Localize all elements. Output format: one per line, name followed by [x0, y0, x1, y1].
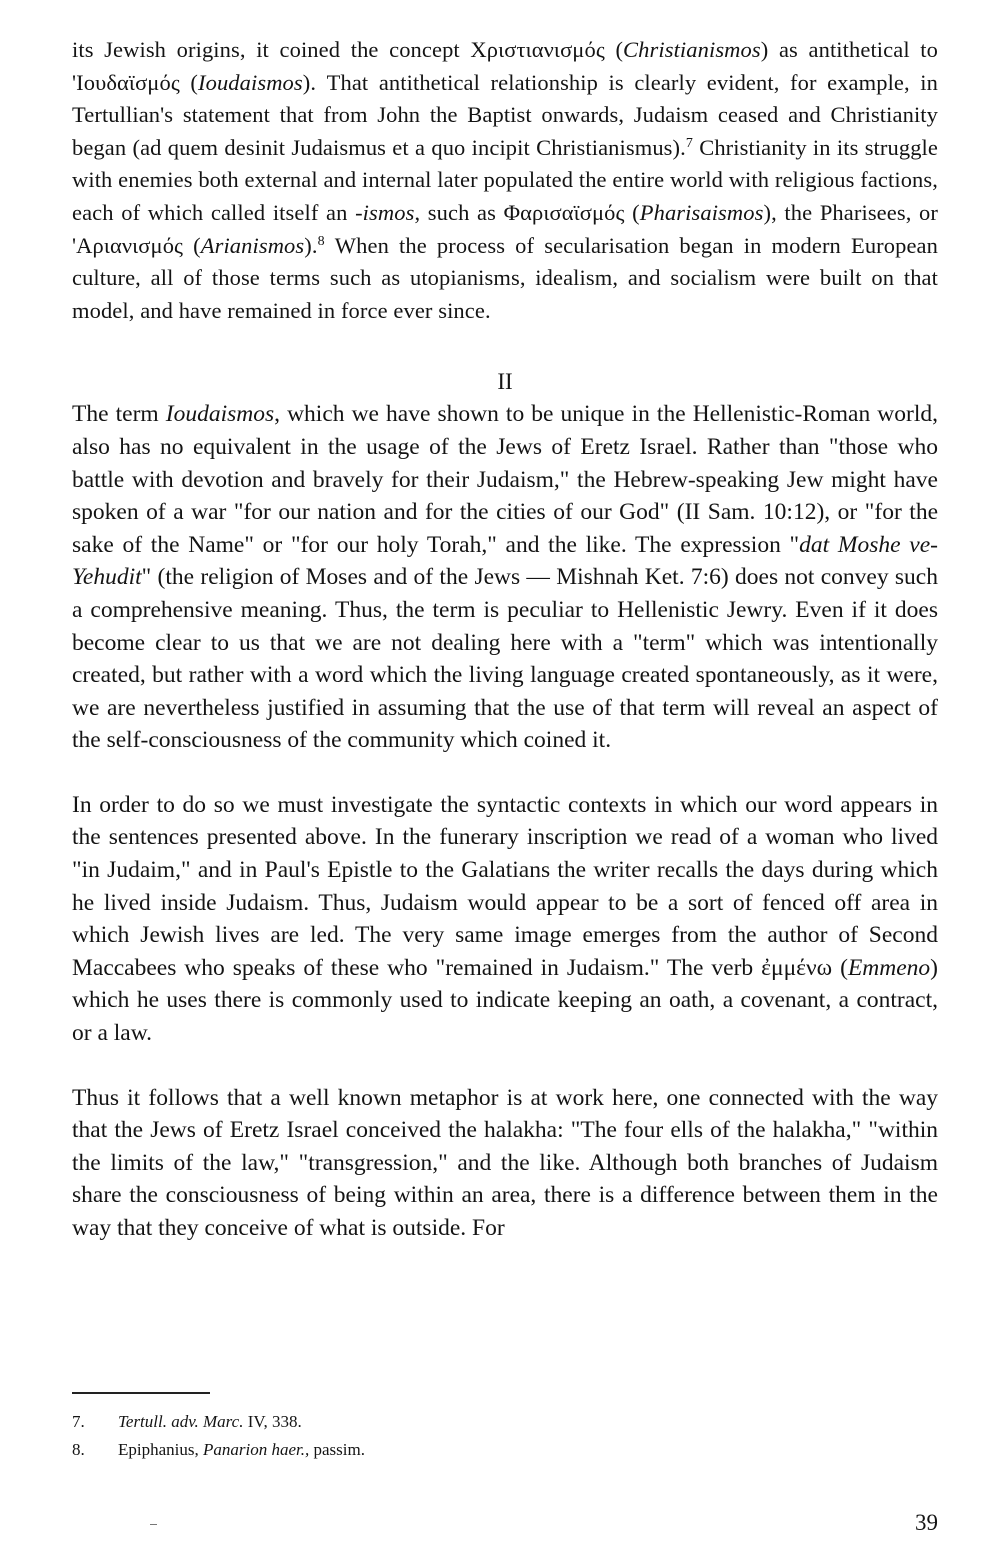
scan-mark [150, 1524, 157, 1525]
paragraph-halakha-metaphor: Thus it follows that a well known metaphor is at work here, one connected with the way that the Jews of Eretz Israel conceived the halakha: "The four ells of the halakha," "within the limits of the law," "transgression," and the like. Although both branches of Judaism share the consciousness of being within an area, there is a difference between them in the way that they conceive of what is outside. For [72, 1084, 938, 1241]
footnotes [72, 1408, 365, 1464]
footnote-ref-7: 7 [685, 135, 693, 151]
footnote-ref-8: 8 [317, 233, 325, 249]
paragraph-ioudaismos: The term Ioudaismos, which we have shown to be unique in the Hellenistic-Roman world, also has no equivalent in the usage of the Jews of Eretz Israel. Rather than "those who battle with devotion and bravely for their Judaism," the Hebrew-speaking Jew might have spoken of a war "for our nation and for the cities of our God" (II Sam. 10:12), or "for the sake of the Name" or "for our holy Torah," and the like. The expression "dat Moshe ve-Yehudit" (the religion of Moses and of the Jews — Mishnah Ket. 7:6) does not convey such a comprehensive meaning. Thus, the term is peculiar to Hellenistic Jewry. Even if it does become clear to us that we are not dealing here with a "term" which was intentionally created, but rather with a word which the living language created spontaneously, as it were, we are nevertheless justified in assuming that the use of that term will reveal an aspect of the self-consciousness of the community which coined it. [72, 401, 938, 754]
paragraph-christianismos: its Jewish origins, it coined the concept Χριστιανισμός (Christianismos) as antithetical to 'Ιουδαϊσμός (Ioudaismos). That antithetical relationship is clearly evident, for example, in Tertullian's statement that from John the Baptist onwards, Judaism ceased and Christianity began (ad quem desinit Judaismus et a quo incipit Christianismus).$^7$ Christianity in its struggle with enemies both external and internal later populated the entire world with religious factions, each of which called itself an -ismos, such as Φαρισαϊσμός (Pharisaismos), the Pharisees, or 'Αριανισμός (Arianismos).$^8$ When the process of secularisation began in modern European culture, all of those terms such as utopianisms, idealism, and socialism were built on that model, and have remained in force ever since. [72, 37, 938, 323]
footnote-number: 7. [72, 1412, 85, 1431]
footnote-8 [72, 1436, 365, 1464]
paragraph-syntactic-contexts: In order to do so we must investigate the syntactic contexts in which our word appears in the sentences presented above. In the funerary inscription we read of a woman who lived "in Judaim," and in Paul's Epistle to the Galatians the writer recalls the days during which he lived inside Judaism. Thus, Judaism would appear to be a sort of fenced off area in which Jewish lives are led. The very same image emerges from the author of Second Maccabees who speaks of these who "remained in Judaism." The verb ἐμμένω (Emmeno) which he uses there is commonly used to indicate keeping an oath, a covenant, a contract, or a law. [72, 791, 938, 1047]
footnote-text: Epiphanius, Panarion haer., passim. [118, 1440, 365, 1459]
footnote-divider [72, 1392, 210, 1394]
page-body [72, 34, 938, 1245]
page-number: 39 [915, 1510, 938, 1535]
footnote-7 [72, 1408, 365, 1436]
section-heading: II [497, 369, 513, 395]
footnote-text: Tertull. adv. Marc. IV, 338. [118, 1412, 302, 1431]
footnote-number: 8. [72, 1440, 85, 1459]
